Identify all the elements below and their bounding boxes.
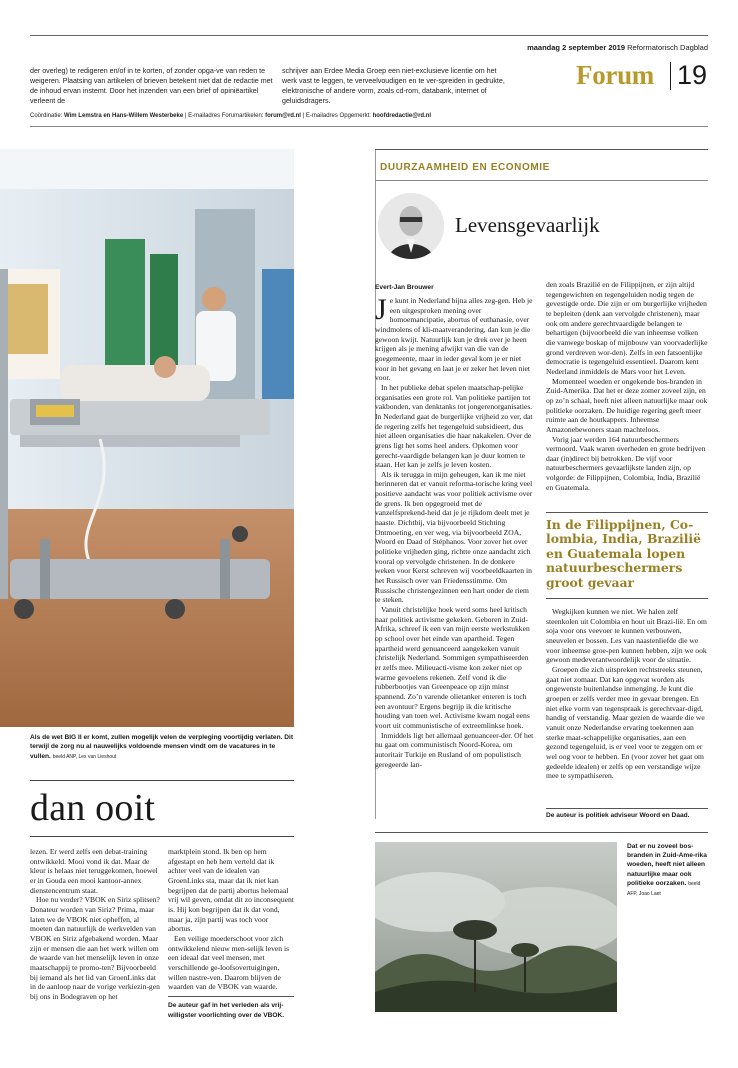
caption-text: Als de wet BIG II er komt, zullen mogelijk velen de verpleging voortijdig verlaten. Dit terwijl de zorg nu al nauwelijks voldoende mensen vindt om de vacatures in te vullen. [30,734,294,760]
paragraph: Vanuit christelijke hoek werd soms heel kritisch naar politiek activisme gekeken. Geboren in Zuid-Afrika, schreef ik een van mijn eerste werkstukken op school over het einde van apartheid. Tegen apartheid werd genuanceerd aangekeken vanuit christelijk Nederland. Sommigen sympathiseerden er zelfs mee. Milieuacti-visme kon zeker niet op warme gevoelens rekenen. Zelf vond ik die rubberbootjes van Greenpeace op zijn minst spannend. Zo’n varende olietanker enteren is toch een avontuur? Ergens begrijp ik die kritische houding van toen wel. Activisme kwam nogal eens voort uit communistische of extreemlinkse hoek. [375,605,530,730]
right-top-rule [375,149,708,150]
paragraph: marktplein stond. Ik ben op hem afgestapt en heb hem verteld dat ik achter veel van de idealen van GroenLinks sta, maar dat ik niet kan begrijpen dat de partij abortus helemaal vrij wil geven, omdat dit zo inconsequent is. Hij kon begrijpen dat ik dat vond, maar ja, zijn partij was toch voor abortus. [168,847,294,934]
section-label: DUURZAAMHEID EN ECONOMIE [380,162,550,173]
paragraph: Een veilige moederschoot voor zich ontwikkelend nieuw men-selijk leven is een ideaal dat veel mensen, met verschillende ge-loofsovertuigingen, willen nastre-ven. Daarom blijven de waarden van de VBOK van waarde. [168,933,290,992]
left-photo-caption [30,733,294,762]
drop-cap: J [375,293,387,326]
intro-column-2: schrijver aan Erdee Media Groep een niet-exclusieve licentie om het werk vast te leggen, te verveelvoudigen en te ver-spreiden in gedrukte, elektronische of andere vorm, zoals cd-rom, databank, internet of geluidsdragers. [282,67,505,105]
right-article-column-2 [546,280,708,492]
right-article-column-1 [375,293,536,769]
left-title-rule [30,836,294,837]
pullquote-bottom-rule [546,598,708,599]
right-photo-caption [627,842,708,899]
left-article-signature: De auteur gaf in het verleden als vrij-willigster voorlichting over de VBOK. [168,1001,285,1019]
hospital-bed-photo [0,149,294,727]
paragraph: den zoals Brazilië en de Filippijnen, er zijn altijd tegengewichten en tegengeluiden nodig tegen de gevestigde orde. Die zijn er om burgerlijke vrijheden te bepleiten (denk aan vervolgde christenen), maar ook om andere gerechtvaardigde belangen te behartigen (bijvoorbeeld die van inheemse volken die vanwege boskap of mijnbouw van voorvaderlijke grond verdreven wor-den). Zelfs in een fatsoenlijke democratie is tegengeluid essentieel. Daarom kent Nederland inmiddels de Mars voor het Leven. [546,280,708,376]
right-photo-rule [375,832,708,833]
paragraph: Momenteel woeden er ongekende bos-branden in Zuid-Amerika. Dat het er deze zomer zoveel zijn, en op zo’n schaal, heeft niet alleen natuurlijke maar ook politieke oorzaken. De huidige regering geeft meer ruimte aan de houtkappers. Inheemse Amazonebewoners staan machteloos. [546,376,708,434]
credits-label: | E-mailadres Forumartikelen: [184,113,264,119]
paragraph: lezen. Er werd zelfs een debat-training ontwikkeld. Mooi vond ik dat. Maar de kleur is helaas niet teruggekomen, hoewel er in Gouda een mooi kantoor-annex dienstencentrum staat. [30,847,158,895]
credits-rule [30,126,708,127]
signature-rule [168,996,294,997]
credits-line [30,113,708,119]
coordinators: Wim Lemstra en Hans-Willem Westerbeke [64,113,184,119]
intro-column-1: der overleg) te redigeren en/of in te korten, of zonder opga-ve van reden te weigeren. Plaatsing van artikelen of brieven betekent niet dat de redactie met de inhoud ervan instemt. Door het inzenden van een brief of opiniëartikel verleent de [30,67,273,105]
forest-fire-photo [375,842,617,1012]
right-signature-rule [546,808,708,809]
left-article-column-1 [30,847,160,1002]
page-number: 19 [677,60,708,90]
caption-text: Dat er nu zoveel bos-branden in Zuid-Ame-rika woeden, heeft niet alleen natuurlijke maar ook politieke oorzaken. [627,843,707,887]
paragraph: Als ik terugga in mijn geheugen, kan ik me niet herinneren dat er vanuit reforma-torische kring veel positieve aandacht was voor politiek activisme over de grens. Ik ben opgegroeid met de vanzelfsprekend-heid dat je je rijkdom deelt met je naaste. Dichtbij, via bijvoorbeeld Stichting Ontmoeting, en ver weg, via bijvoorbeeld ZOA, Woord en Daad of Stéphanos. Voor zover het over politieke vrijheden ging, richtte onze aandacht zich vooral op vervolgde christenen. In de donkere weken voor Kerst schreven wij voorbeeldkaarten in het Russisch over van Friedensstimme. Om Russische christengezinnen een hart onder de riem te steken. [375,469,533,605]
left-caption-rule [30,780,294,781]
header-date: maandag 2 september 2019 [527,43,626,52]
forum-email-link[interactable]: forum@rd.nl [265,113,301,119]
right-article-column-2b [546,607,708,781]
opgemerkt-email-link[interactable]: hoofdredactie@rd.nl [372,113,432,119]
author-portrait-icon [378,193,444,259]
section-name: Forum [576,60,654,90]
credits-label: Coördinatie: [30,113,63,119]
header-date-line [496,43,708,52]
paragraph: Groepen die zich uitspreken rechtstreeks steunen, gaat niet zomaar. Dat kan opgevat worden als ongewenste buitenlandse inmenging. Je kunt die groepen er zelfs verder mee in gevaar brengen. En niet elke vorm van tegenspraak is gerechtvaar-digd, handig of verstandig. Maar gezien de waarde die we vanuit onze Nederlandse ervaring toekennen aan sterke maat-schappelijke organisaties, aan een gezond tegengeluid, is er veel voor te zeggen om er wel oog voor te hebben. En (voor zover het gaat om gedeelde idealen) er zelfs op een verstandige wijze mee te sympathiseren. [546,664,705,781]
pull-quote: In de Filippijnen, Co-lombia, India, Brazilië en Guatemala lopen natuurbeschermers groot gevaar [546,517,702,590]
paragraph: Wegkijken kunnen we niet. We halen zelf steenkolen uit Colombia en hout uit Brazi-lië. En om soja voor ons veevoer te kunnen verbouwen, sneuvelen er bossen. Les van naastenliefde die we voor inheemse groe-pen kunnen hebben, zijn we ook gewoon medeverantwoordelijk voor de situatie. [546,607,707,665]
photo-credit: beeld ANP, Lex van Lieshout [52,753,117,760]
right-article-title: Levensgevaarlijk [455,213,600,237]
header-rule [30,35,708,36]
paragraph: Inmiddels ligt het allemaal genuanceer-der. Of het nu gaat om communistisch Noord-Korea, om autoritair Turkije en Rusland of om populistisch geregeerde lan- [375,730,534,769]
photo-credit: beeld AFP, Joao Laet [627,880,701,898]
right-article-signature: De auteur is politiek adviseur Woord en Daad. [546,812,690,819]
forest-fire-illustration [375,842,617,1012]
paragraph: Vorig jaar werden 164 natuurbeschermers vermoord. Vaak waren overheden en grote bedrijven daar (in)direct bij betrokken. De vijf voor natuurbeschermers gevaarlijkste landen zijn, op volgorde: de Filippijnen, Colombia, India, Brazilië en Guatemala. [546,434,706,492]
section-rule [375,180,708,181]
left-article-title: dan ooit [30,787,156,829]
author-photo [378,193,444,259]
newspaper-name: Reformatorisch Dagblad [627,43,708,52]
credits-label: | E-mailadres Opgemerkt: [302,113,371,119]
pullquote-top-rule [546,512,708,513]
article-author: Evert-Jan Brouwer [375,284,434,291]
hospital-bed-illustration [0,149,294,727]
paragraph: Hoe nu verder? VBOK en Siriz splitsen? Donateur worden van Siriz? Prima, maar laten we de VBOK niet opheffen, al moeten dan natuurlijk de werkvelden van VBOK en Siriz afgebakend worden. Maar zijn er mensen die aan het werk willen om de waarde van het menselijk leven in onze maatschappij te promo-ten? Bijvoorbeeld bij iemand als het lid van GroenLinks dat in de aanloop naar de vorige verkiezin-gen bij ons in Bodegraven op het [30,895,160,1001]
paragraph: In het publieke debat spelen maatschap-pelijke organisaties een grote rol. Van politieke partijen tot vakbonden, van denktanks tot jongerenorganisaties. In Nederland gaat de burgerlijke vrijheid zo ver, dat de regering zelfs het tegengeluid subsidieert, dus niet alleen organisaties die haar nakakelen. Over de grens ligt het soms heel anders. Opkomen voor gerecht-vaardigde belangen kan je duur komen te staan. Het kan je zelfs je leven kosten. [375,382,533,470]
left-article-column-2 [168,847,294,1020]
paragraph: e kunt in Nederland bijna alles zeg-gen. Heb je een uitgesproken mening over homoemancipatie, abortus of euthanasie, over windmolens of kli-maatverandering, dan kun je die gewoon kwijt. Natuurlijk kun je drek over je heen krijgen als je mening afwijkt van die van de goegemeente, maar in ieder geval kom je er niet voor in het gevang en laat je er zeker het leven niet voor. [375,296,533,383]
header-divider [670,62,671,90]
